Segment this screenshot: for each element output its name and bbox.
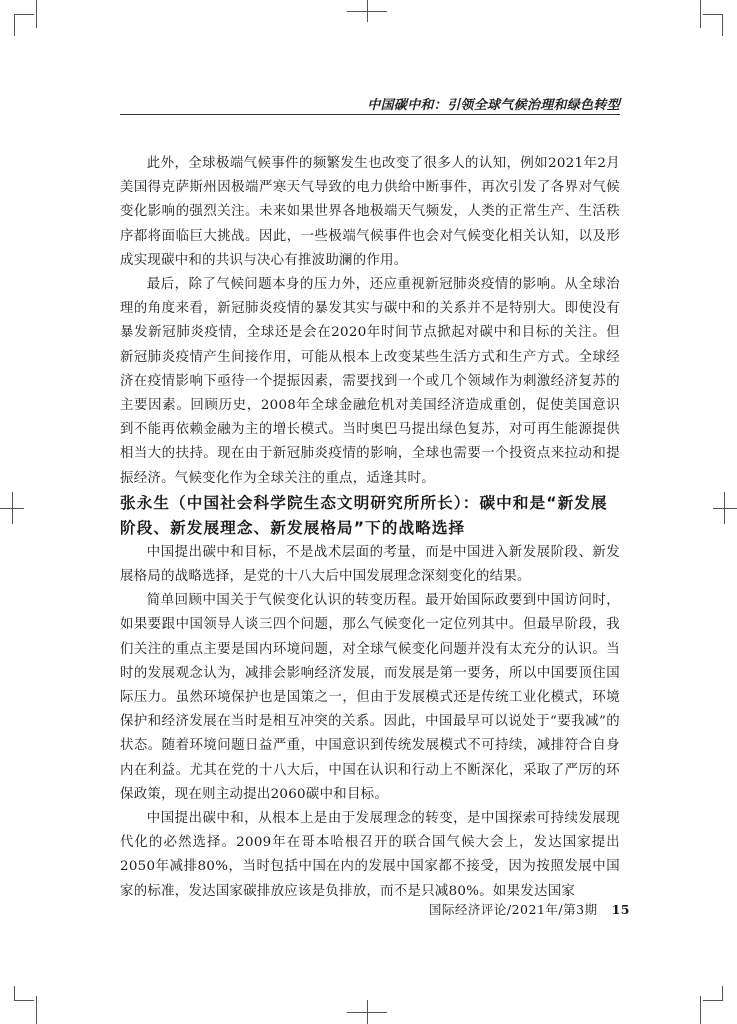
registration-mark bbox=[367, 1000, 368, 1024]
registration-mark bbox=[12, 492, 13, 524]
registration-mark bbox=[367, 0, 368, 22]
paragraph: 中国提出碳中和目标，不是战术层面的考量，而是中国进入新发展阶段、新发展格局的战略选择，是党的十八大后中国发展理念深刻变化的结果。 bbox=[120, 544, 620, 585]
section-heading: 张永生（中国社会科学院生态文明研究所所长）：碳中和是“新发展阶段、新发展理念、新发展格局”下的战略选择 bbox=[120, 493, 608, 537]
journal-issue: 国际经济评论/2021年/第3期 bbox=[428, 902, 598, 917]
crop-mark bbox=[36, 0, 37, 28]
paragraph: 中国提出碳中和，从根本上是由于发展理念的转变，是中国探索可持续发展现代化的必然选择。2009年在哥本哈根召开的联合国气候大会上，发达国家提出2050年减排80%，当时包括中国在内的发展中国家都不接受，因为按照发展中国家的标准，发达国家碳排放应该是负排放，而不是只减80%。如果发达国家 bbox=[120, 811, 620, 899]
article-body bbox=[120, 152, 620, 904]
crop-mark bbox=[722, 986, 723, 1000]
crop-mark bbox=[700, 996, 701, 1024]
page-footer bbox=[429, 900, 630, 918]
crop-mark bbox=[14, 1000, 34, 1001]
crop-mark bbox=[703, 1000, 723, 1001]
crop-mark bbox=[14, 14, 34, 15]
paragraph: 最后，除了气候问题本身的压力外，还应重视新冠肺炎疫情的影响。从全球治理的角度来看，新冠肺炎疫情的暴发其实与碳中和的关系并不是特别大。即使没有暴发新冠肺炎疫情，全球还是会在2020年时间节点掀起对碳中和目标的关注。但新冠肺炎疫情产生间接作用，可能从根本上改变某些生活方式和生产方式。全球经济在疫情影响下亟待一个提振因素，需要找到一个或几个领域作为刺激经济复苏的主要因素。回顾历史，2008年全球金融危机对美国经济造成重创，促使美国意识到不能再依赖金融为主的增长模式。当时奥巴马提出绿色复苏，对可再生能源提供相当大的扶持。现在由于新冠肺炎疫情的影响，全球也需要一个投资点来拉动和提振经济。气候变化作为全球关注的重点，适逢其时。 bbox=[120, 277, 620, 486]
registration-mark bbox=[724, 492, 725, 524]
crop-mark bbox=[700, 0, 701, 28]
crop-mark bbox=[14, 14, 15, 36]
running-header: 中国碳中和：引领全球气候治理和绿色转型 bbox=[367, 98, 620, 113]
paragraph: 此外，全球极端气候事件的频繁发生也改变了很多人的认知，例如2021年2月美国得克萨斯州因极端严寒天气导致的电力供给中断事件，再次引发了各界对气候变化影响的强烈关注。未来如果世界各地极端天气频发，人类的正常生产、生活秩序都将面临巨大挑战。因此，一些极端气候事件也会对气候变化相关认知，以及形成实现碳中和的共识与决心有推波助澜的作用。 bbox=[120, 156, 620, 268]
registration-mark bbox=[713, 508, 737, 509]
header-rule bbox=[120, 114, 620, 115]
page-number: 15 bbox=[611, 902, 630, 917]
crop-mark bbox=[722, 14, 723, 36]
crop-mark bbox=[36, 996, 37, 1024]
crop-mark bbox=[703, 14, 723, 15]
paragraph: 简单回顾中国关于气候变化认识的转变历程。最开始国际政要到中国访问时，如果要跟中国领导人谈三四个问题，那么气候变化一定位列其中。但最早阶段，我们关注的重点主要是国内环境问题，对全球气候变化问题并没有太充分的认识。当时的发展观念认为，减排会影响经济发展，而发展是第一要务，所以中国要顶住国际压力。虽然环境保护也是国策之一，但由于发展模式还是传统工业化模式，环境保护和经济发展在当时是相互冲突的关系。因此，中国最早可以说处于“要我减”的状态。随着环境问题日益严重，中国意识到传统发展模式不可持续，减排符合自身内在利益。尤其在党的十八大后，中国在认识和行动上不断深化，采取了严厉的环保政策，现在则主动提出2060碳中和目标。 bbox=[120, 593, 620, 802]
crop-mark bbox=[14, 986, 15, 1000]
